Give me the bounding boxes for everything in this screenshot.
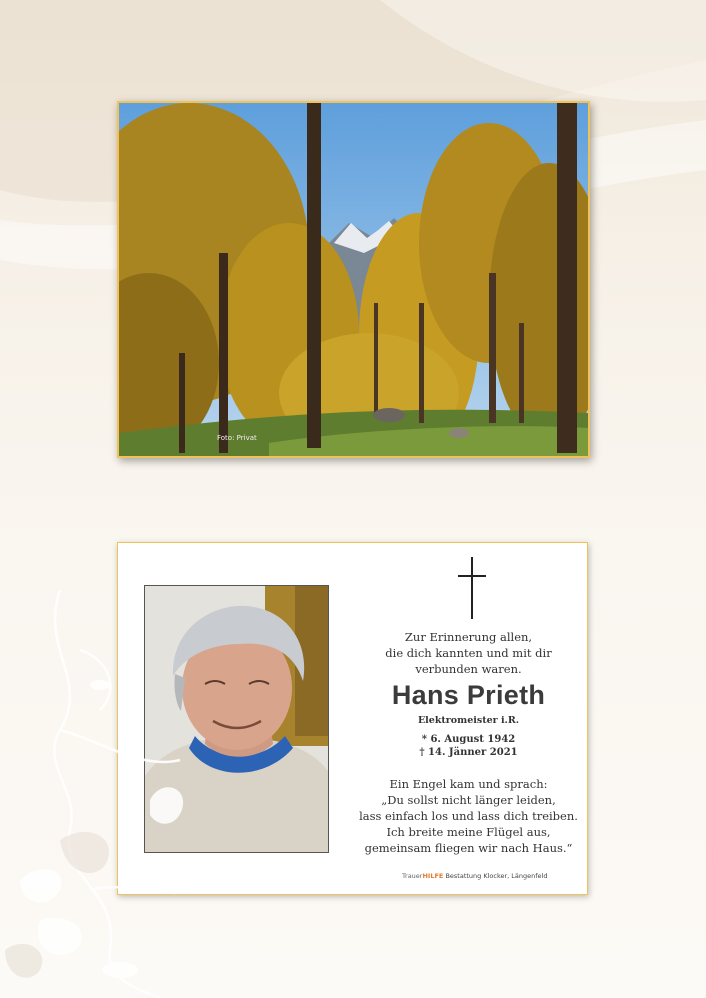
photo-credit: Foto: Privat (217, 434, 257, 442)
poem-line: „Du sollst nicht länger leiden, (381, 793, 556, 807)
intro-line: Zur Erinnerung allen, (404, 630, 533, 644)
brand-name-part1: Trauer (402, 872, 423, 880)
funeral-home-credit (402, 872, 548, 880)
poem-line: gemeinsam fliegen wir nach Haus.“ (364, 841, 573, 855)
memorial-card (117, 542, 588, 895)
intro-line: die dich kannten und mit dir (385, 646, 552, 660)
portrait-photo (144, 585, 329, 853)
poem (358, 776, 579, 856)
poem-line: Ich breite meine Flügel aus, (386, 825, 551, 839)
life-dates (358, 733, 579, 759)
profession: Elektromeister i.R. (417, 715, 520, 726)
poem-line: Ein Engel kam und sprach: (389, 777, 548, 791)
cross-icon (457, 557, 487, 619)
birth-date: * 6. August 1942 (421, 734, 516, 745)
intro-text (358, 629, 579, 677)
forest-landscape-image (119, 103, 588, 456)
intro-line: verbunden waren. (415, 662, 522, 676)
funeral-home-name: Bestattung Klocker, Längenfeld (445, 872, 548, 880)
poem-line: lass einfach los und lass dich treiben. (359, 809, 578, 823)
landscape-photo (117, 101, 590, 458)
portrait-image (145, 586, 328, 852)
brand-name-part2: HILFE (422, 872, 444, 880)
deceased-name: Hans Prieth (391, 680, 546, 710)
death-date: † 14. Jänner 2021 (419, 747, 518, 758)
